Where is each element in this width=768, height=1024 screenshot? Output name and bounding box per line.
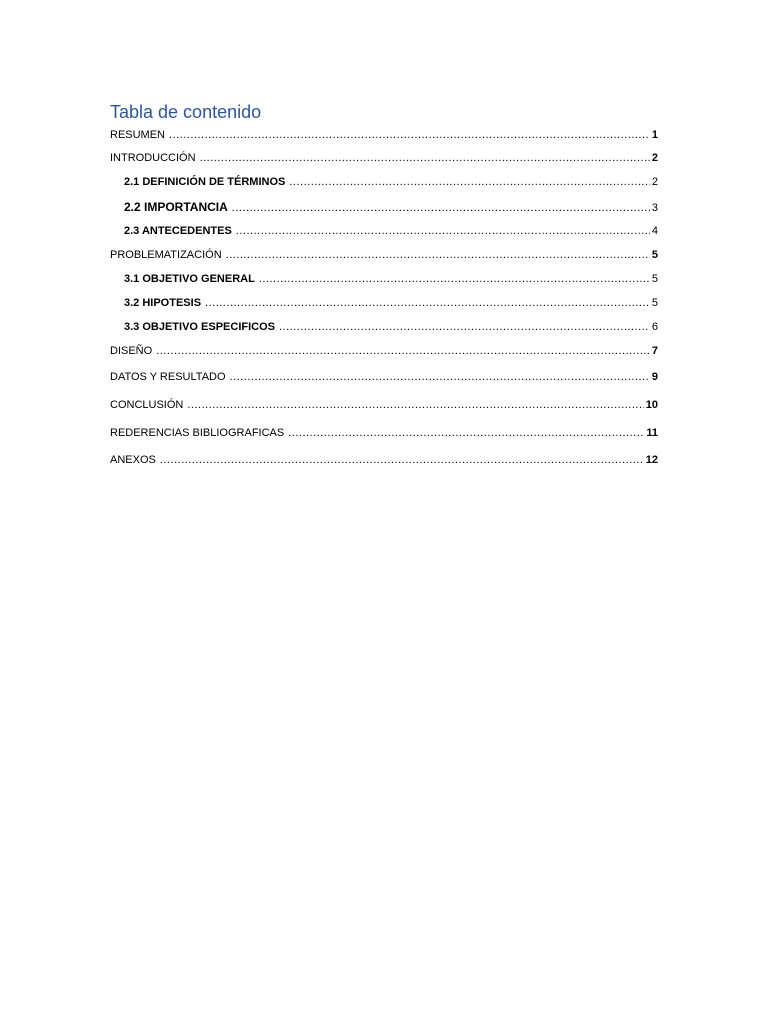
toc-entry-label: REDERENCIAS BIBLIOGRAFICAS (110, 427, 285, 439)
toc-entry-page: 6 (651, 321, 658, 333)
toc-dot-leader (236, 224, 650, 238)
toc-entry-label: CONCLUSIÓN (110, 399, 184, 411)
toc-dot-leader (205, 296, 650, 310)
toc-entry-page: 7 (651, 345, 658, 357)
toc-entry-anexos[interactable] (110, 453, 658, 467)
toc-entry-label: 3.3 OBJETIVO ESPECIFICOS (124, 321, 275, 333)
toc-dot-leader (160, 453, 644, 467)
toc-entry-page: 5 (651, 297, 658, 309)
toc-entry-page: 5 (651, 249, 658, 261)
toc-entry-label: ANEXOS (110, 454, 156, 466)
toc-entry-resumen[interactable] (110, 128, 658, 142)
toc-entry-page: 2 (651, 152, 658, 164)
toc-entry-label: INTRODUCCIÓN (110, 152, 196, 164)
toc-dot-leader (200, 151, 650, 165)
toc-entry-label: PROBLEMATIZACIÓN (110, 249, 222, 261)
toc-entry-importancia[interactable] (124, 200, 658, 215)
toc-entry-objetivo-general[interactable] (124, 272, 658, 286)
toc-dot-leader (156, 344, 650, 358)
toc-entry-label: 2.2 IMPORTANCIA (124, 200, 228, 214)
toc-entry-page: 1 (651, 129, 658, 141)
toc-dot-leader (230, 370, 650, 384)
toc-entry-page: 12 (645, 454, 658, 466)
toc-entry-label: RESUMEN (110, 129, 166, 141)
toc-entry-label: 3.2 HIPOTESIS (124, 297, 202, 309)
toc-dot-leader (232, 201, 650, 215)
toc-entry-page: 11 (646, 427, 658, 439)
toc-entry-datos-y-resultado[interactable] (110, 370, 658, 384)
toc-entry-label: DATOS Y RESULTADO (110, 371, 226, 383)
toc-entry-page: 4 (651, 225, 658, 237)
toc-entry-diseno[interactable] (110, 344, 658, 358)
toc-entry-page: 9 (651, 371, 658, 383)
toc-entry-referencias-bibliograficas[interactable] (110, 426, 658, 440)
toc-entry-page: 5 (651, 273, 658, 285)
toc-entry-label: DISEÑO (110, 345, 153, 357)
toc-entry-label: 3.1 OBJETIVO GENERAL (124, 273, 255, 285)
toc-heading: Tabla de contenido (110, 102, 262, 122)
toc-dot-leader (288, 426, 644, 440)
toc-entry-label: 2.3 ANTECEDENTES (124, 225, 232, 237)
toc-dot-leader (289, 175, 650, 189)
toc-entry-definicion-de-terminos[interactable] (124, 175, 658, 189)
toc-entry-label: 2.1 DEFINICIÓN DE TÉRMINOS (124, 176, 286, 188)
toc-entry-page: 2 (651, 176, 658, 188)
toc-dot-leader (259, 272, 650, 286)
toc-entry-objetivo-especificos[interactable] (124, 320, 658, 334)
toc-entry-antecedentes[interactable] (124, 224, 658, 238)
toc-entry-conclusion[interactable] (110, 398, 658, 412)
toc-entry-introduccion[interactable] (110, 151, 658, 165)
toc-dot-leader (226, 248, 650, 262)
toc-entry-page: 3 (651, 202, 658, 214)
toc-entry-problematizacion[interactable] (110, 248, 658, 262)
toc-dot-leader (279, 320, 650, 334)
toc-entry-page: 10 (645, 399, 658, 411)
toc-dot-leader (169, 128, 650, 142)
toc-entry-hipotesis[interactable] (124, 296, 658, 310)
toc-dot-leader (187, 398, 643, 412)
